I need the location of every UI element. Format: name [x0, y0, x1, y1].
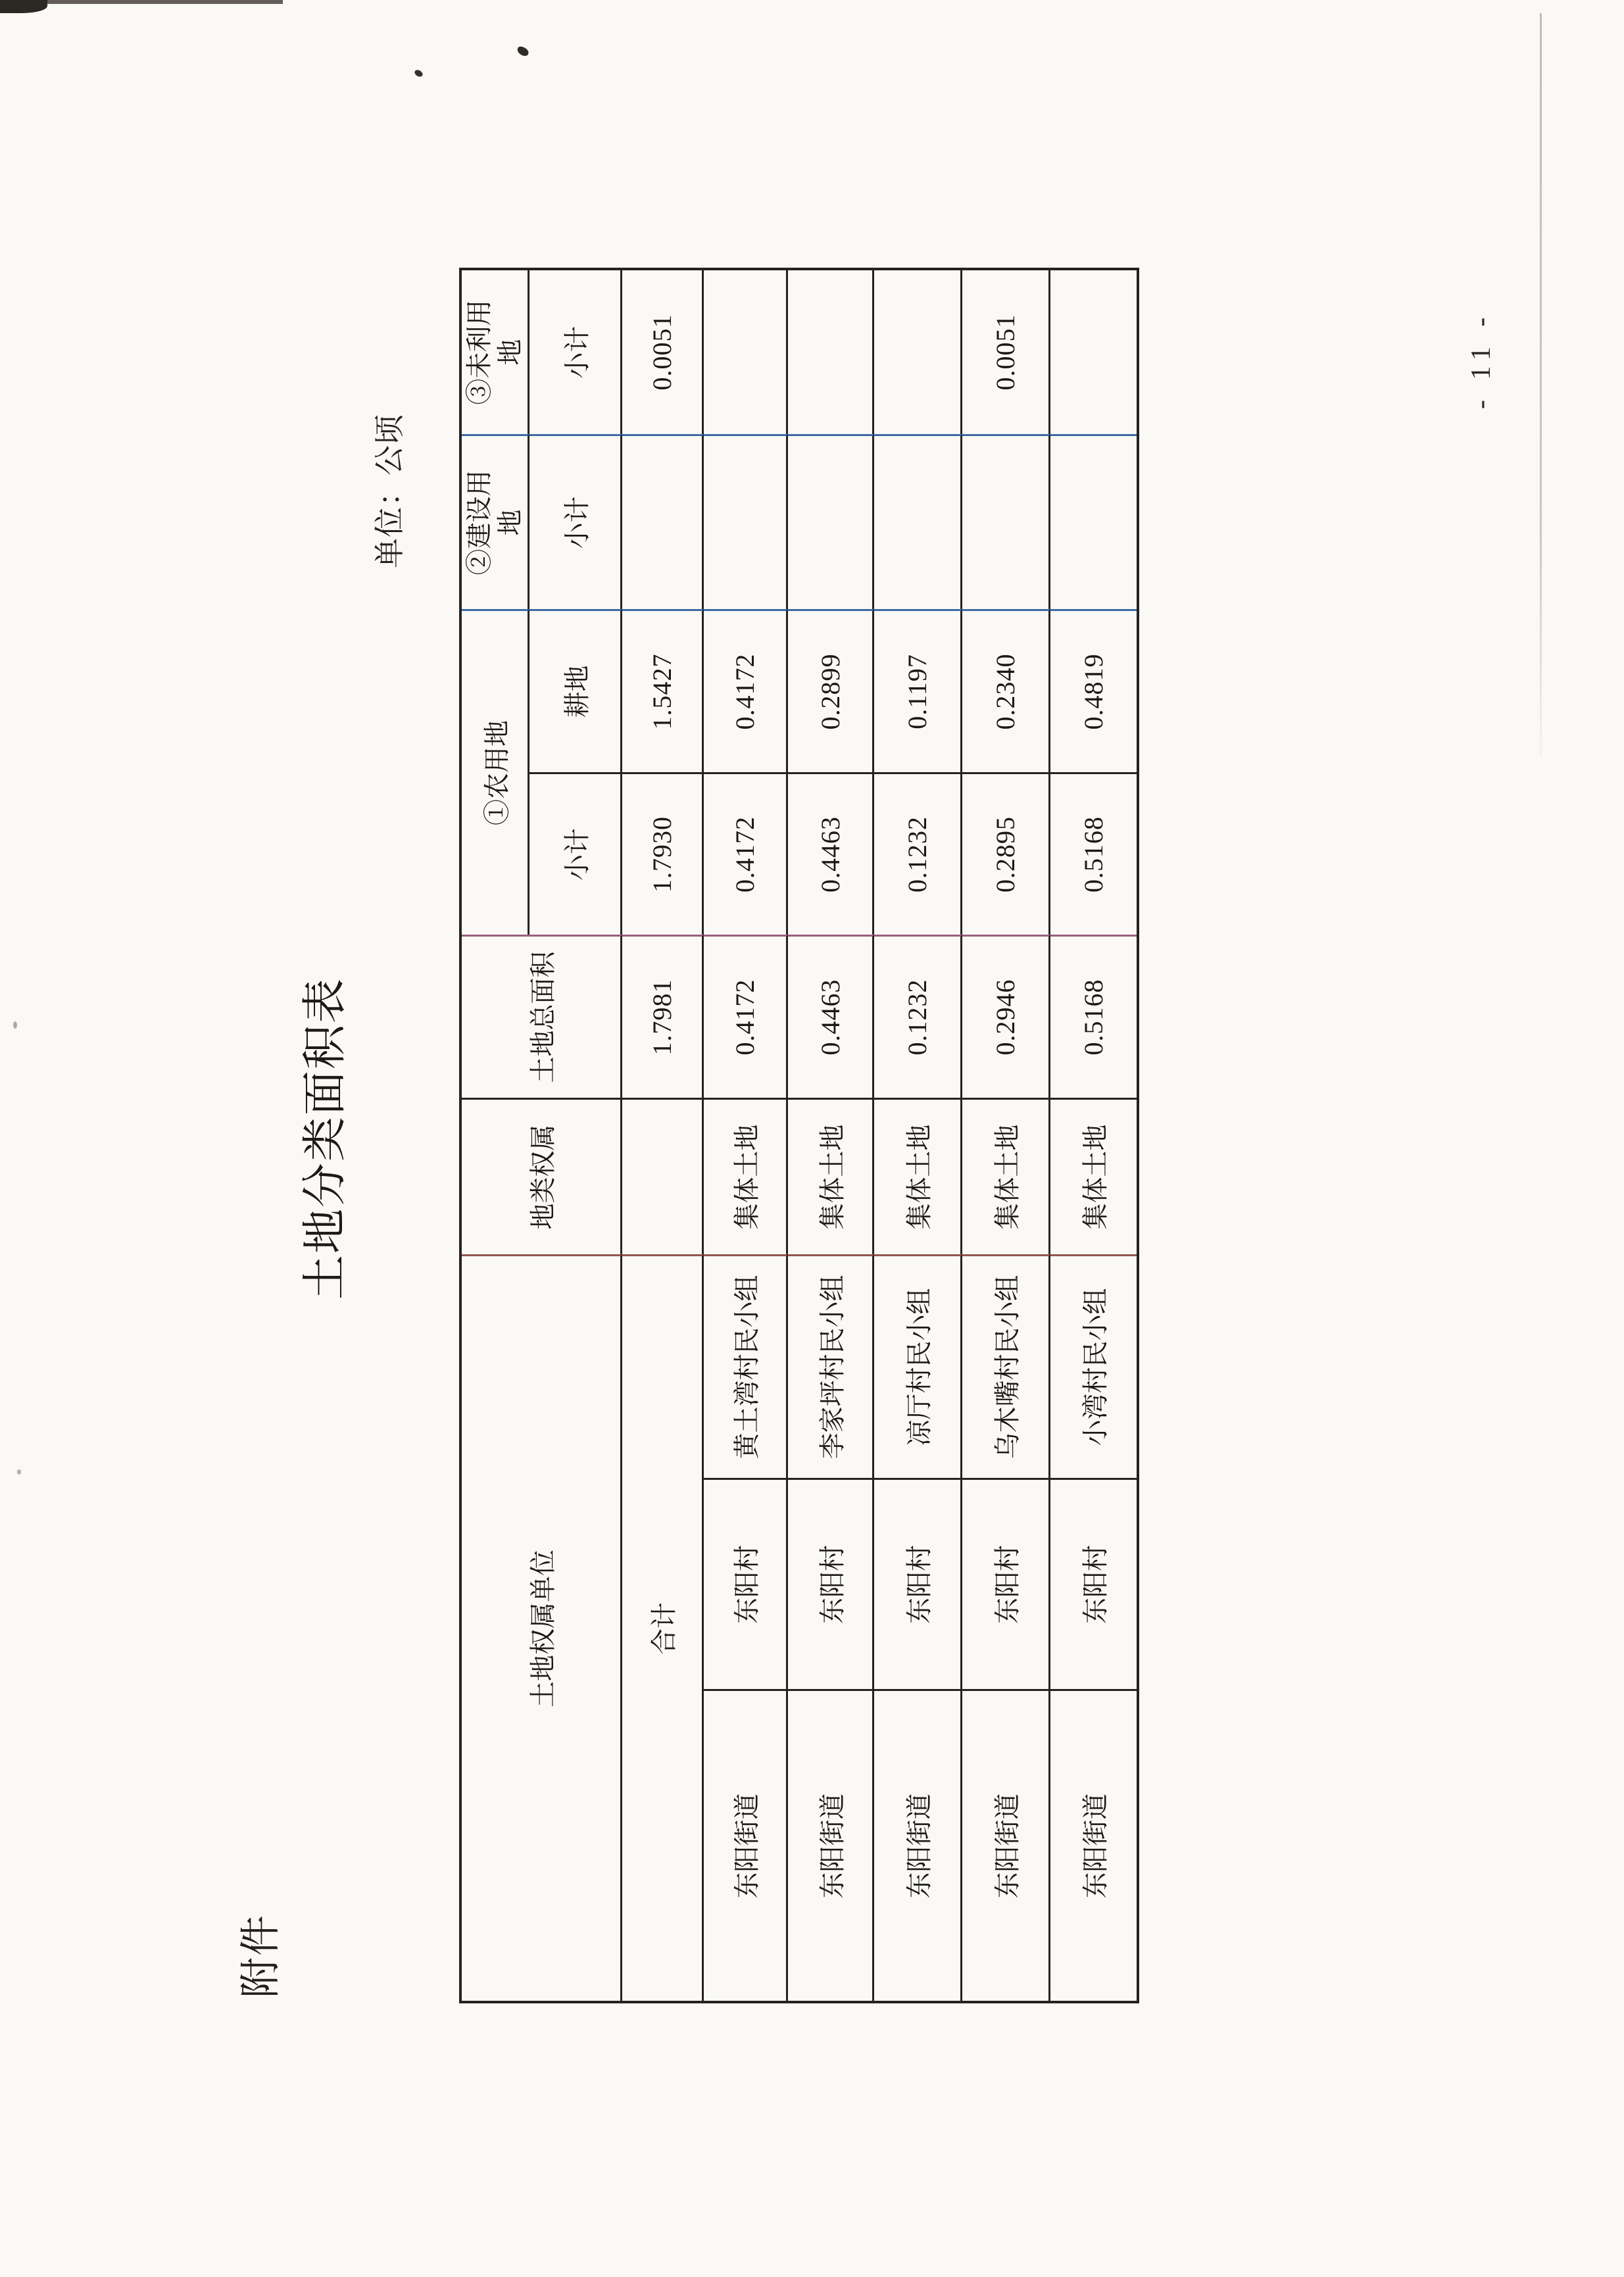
scan-speck: [516, 45, 529, 57]
header-constr-subtotal: 小计: [529, 434, 622, 609]
cell-village: 东阳村: [1050, 1478, 1137, 1689]
cell-ownership: 集体土地: [704, 1098, 788, 1254]
scan-edge-shadow: [0, 0, 283, 4]
cell-group: 小湾村民小组: [1050, 1254, 1137, 1478]
cell-cultivated: 0.2340: [962, 609, 1050, 772]
total-agri-subtotal: 1.7930: [622, 772, 704, 935]
header-unused-subtotal: 小计: [529, 270, 622, 434]
cell-street: 东阳街道: [704, 1689, 788, 2001]
table-row: [704, 270, 788, 2001]
header-cultivated: 耕地: [529, 609, 622, 772]
header-ownership: 地类权属: [462, 1098, 622, 1254]
table-row: [874, 270, 962, 2001]
cell-cultivated: 0.4172: [704, 609, 788, 772]
cell-total-area: 0.1232: [874, 935, 962, 1098]
cell-constr-subtotal: [1050, 434, 1137, 609]
cell-village: 东阳村: [704, 1478, 788, 1689]
cell-total-area: 0.4463: [788, 935, 874, 1098]
page-number: - 11 -: [1466, 310, 1496, 409]
scan-speck: [13, 1021, 17, 1029]
header-unused: ③未利用地: [462, 270, 529, 434]
cell-agri-subtotal: 0.4463: [788, 772, 874, 935]
cell-cultivated: 0.2899: [788, 609, 874, 772]
attachment-label: 附件: [239, 1913, 283, 1998]
cell-cultivated: 0.4819: [1050, 609, 1137, 772]
total-row: [622, 270, 704, 2001]
cell-street: 东阳街道: [874, 1689, 962, 2001]
total-constr-subtotal: [622, 434, 704, 609]
cell-village: 东阳村: [962, 1478, 1050, 1689]
header-agricultural: ①农用地: [462, 609, 529, 935]
cell-ownership: 集体土地: [1050, 1098, 1137, 1254]
unit-label: 单位：公顷: [373, 414, 406, 568]
cell-street: 东阳街道: [1050, 1689, 1137, 2001]
cell-village: 东阳村: [788, 1478, 874, 1689]
page-title: 土地分类面积表: [300, 977, 350, 1300]
total-unused-subtotal: 0.0051: [622, 270, 704, 434]
cell-constr-subtotal: [874, 434, 962, 609]
cell-village: 东阳村: [874, 1478, 962, 1689]
cell-group: 黄土湾村民小组: [704, 1254, 788, 1478]
cell-total-area: 0.5168: [1050, 935, 1137, 1098]
cell-unused-subtotal: 0.0051: [962, 270, 1050, 434]
land-classification-table: [459, 268, 1139, 2003]
table-row: [962, 270, 1050, 2001]
cell-constr-subtotal: [704, 434, 788, 609]
cell-agri-subtotal: 0.5168: [1050, 772, 1137, 935]
cell-constr-subtotal: [788, 434, 874, 609]
cell-total-area: 0.4172: [704, 935, 788, 1098]
scan-speck: [414, 68, 424, 78]
cell-unused-subtotal: [874, 270, 962, 434]
cell-street: 东阳街道: [788, 1689, 874, 2001]
cell-group: 乌木嘴村民小组: [962, 1254, 1050, 1478]
header-total-area: 土地总面积: [462, 935, 622, 1098]
cell-cultivated: 0.1197: [874, 609, 962, 772]
total-ownership: [622, 1098, 704, 1254]
header-row-1: [462, 270, 529, 2001]
scan-fold-line: [1540, 13, 1542, 756]
total-cultivated: 1.5427: [622, 609, 704, 772]
cell-ownership: 集体土地: [874, 1098, 962, 1254]
cell-group: 李家坪村民小组: [788, 1254, 874, 1478]
cell-unused-subtotal: [788, 270, 874, 434]
header-owner-unit: 土地权属单位: [462, 1254, 622, 2001]
cell-agri-subtotal: 0.4172: [704, 772, 788, 935]
cell-agri-subtotal: 0.2895: [962, 772, 1050, 935]
cell-agri-subtotal: 0.1232: [874, 772, 962, 935]
cell-street: 东阳街道: [962, 1689, 1050, 2001]
cell-group: 凉厅村民小组: [874, 1254, 962, 1478]
cell-ownership: 集体土地: [962, 1098, 1050, 1254]
total-label: 合计: [622, 1254, 704, 2001]
scan-speck: [17, 1469, 21, 1475]
total-area-value: 1.7981: [622, 935, 704, 1098]
table-row: [1050, 270, 1137, 2001]
table-row: [788, 270, 874, 2001]
scan-corner-shadow: [0, 0, 47, 13]
cell-constr-subtotal: [962, 434, 1050, 609]
cell-unused-subtotal: [704, 270, 788, 434]
header-agri-subtotal: 小计: [529, 772, 622, 935]
cell-ownership: 集体土地: [788, 1098, 874, 1254]
header-construction: ②建设用地: [462, 434, 529, 609]
cell-total-area: 0.2946: [962, 935, 1050, 1098]
cell-unused-subtotal: [1050, 270, 1137, 434]
